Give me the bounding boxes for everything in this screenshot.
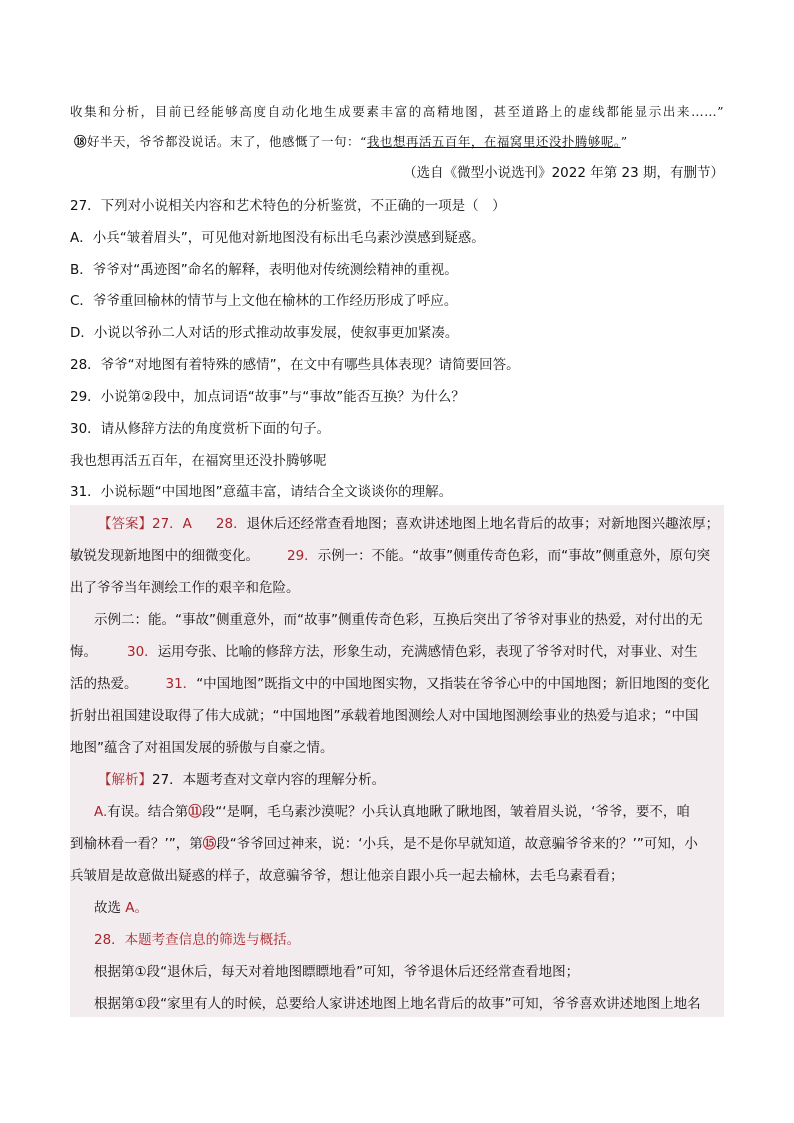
question-28: 28．爷爷“对地图有着特殊的感情”，在文中有哪些具体表现？请简要回答。 xyxy=(70,357,520,373)
option-a: A．小兵“皱着眉头”，可见他对新地图没有标出毛乌素沙漠感到疑惑。 xyxy=(70,230,485,246)
analysis-line-6: 28．本题考查信息的筛选与概括。 xyxy=(94,932,301,948)
answer-29-num: 29． xyxy=(287,548,318,564)
answer-31-num: 31． xyxy=(165,676,197,692)
question-30-sentence: 我也想再活五百年，在福窝里还没扑腾够呢 xyxy=(70,453,327,469)
analysis-line-4: 兵皱眉是故意做出疑惑的样子，故意骗爷爷，想让他亲自跟小兵一起去榆林，去毛乌素看看； xyxy=(70,868,624,884)
question-31: 31．小说标题“中国地图”意蕴丰富，请结合全文谈谈你的理解。 xyxy=(70,484,453,500)
analysis-text: 到榆林看一看？’”，第 xyxy=(70,836,203,852)
story-line: 收集和分析，目前已经能够高度自动化地生成要素丰富的高精地图，甚至道路上的虚线都能显示出来……” xyxy=(70,104,724,119)
answer-30-num: 30． xyxy=(127,644,158,660)
answer-28-text: 退休后还经常查看地图；喜欢讲述地图上地名背后的故事；对新地图兴趣浓厚； xyxy=(246,516,720,532)
answer-text: 悔。 xyxy=(70,644,97,660)
source-citation: （选自《微型小说选刊》2022 年第 23 期，有删节） xyxy=(403,165,724,181)
analysis-tag: 【解析】 xyxy=(98,772,152,788)
analysis-option-label: A. xyxy=(94,804,108,820)
question-29: 29．小说第②段中，加点词语“故事”与“事故”能否互换？为什么？ xyxy=(70,389,465,405)
question-27: 27．下列对小说相关内容和艺术特色的分析鉴赏，不正确的一项是（ ） xyxy=(70,198,506,214)
story-text: 好半天，爷爷都没说话。末了，他感慨了一句：“ xyxy=(87,134,367,149)
analysis-line-3 xyxy=(70,834,724,854)
analysis-line-1 xyxy=(70,770,724,790)
analysis-line-8: 根据第①段“家里有人的时候，总要给人家讲述地图上地名背后的故事”可知，爷爷喜欢讲述地图上地名 xyxy=(94,996,701,1012)
answer-30-text: 运用夸张、比喻的修辞方法，形象生动，充满感情色彩，表现了爷爷对时代，对事业、对生 xyxy=(157,644,698,660)
analysis-line-7: 根据第①段“退休后，每天对着地图瞟瞟地看”可知，爷爷退休后还经常查看地图； xyxy=(94,964,580,980)
analysis-text: 27．本题考查对文章内容的理解分析。 xyxy=(152,772,386,788)
paragraph-number: ⑱ xyxy=(74,134,88,149)
option-d: D．小说以爷孙二人对话的形式推动故事发展，使叙事更加紧凑。 xyxy=(70,325,459,341)
answer-28-num: 28． xyxy=(215,516,247,532)
analysis-text: 段“‘是啊，毛乌素沙漠呢？小兵认真地瞅了瞅地图，皱着眉头说，‘爷爷，要不，咱 xyxy=(201,804,690,820)
question-30: 30．请从修辞方法的角度赏析下面的句子。 xyxy=(70,421,331,437)
answer-29-text: 示例一：不能。“故事”侧重传奇色彩，而“事故”侧重意外，原句突 xyxy=(317,548,711,564)
paragraph-number: ⑮ xyxy=(202,836,217,852)
answer-27: 27．A xyxy=(152,516,192,532)
option-b: B．爷爷对“禹迹图”命名的解释，表明他对传统测绘精神的重视。 xyxy=(70,262,458,278)
answer-line-2 xyxy=(70,546,724,566)
analysis-line-2 xyxy=(70,802,724,822)
analysis-text: 故选 xyxy=(94,900,121,916)
answer-line-8: 地图”蕴含了对祖国发展的骄傲与自豪之情。 xyxy=(70,740,334,756)
answer-text: 敏锐发现新地图中的细微变化。 xyxy=(70,548,259,564)
option-c: C．爷爷重回榆林的情节与上文他在榆林的工作经历形成了呼应。 xyxy=(70,293,458,309)
analysis-line-5 xyxy=(70,898,724,918)
story-text-end: ” xyxy=(620,134,628,149)
answer-line-7: 折射出祖国建设取得了伟大成就；“中国地图”承载着地图测绘人对中国地图测绘事业的热爱与追求；“中国 xyxy=(70,708,699,724)
story-quote-underlined: 我也想再活五百年，在福窝里还没扑腾够呢。 xyxy=(366,134,621,149)
answer-line-1 xyxy=(70,514,724,534)
answer-line-4: 示例二：能。“事故”侧重意外，而“故事”侧重传奇色彩，互换后突出了爷爷对事业的热爱，对付出的无 xyxy=(94,612,703,628)
answer-line-5 xyxy=(70,642,724,662)
answer-text: 活的热爱。 xyxy=(70,676,138,692)
analysis-text: 段“爷爷回过神来，说：‘小兵，是不是你早就知道，故意骗爷爷来的？’”可知，小 xyxy=(216,836,698,852)
answer-line-6 xyxy=(70,674,724,694)
answer-31-text: “中国地图”既指文中的中国地图实物，又指装在爷爷心中的中国地图；新旧地图的变化 xyxy=(196,676,710,692)
analysis-choice: A。 xyxy=(121,900,149,916)
answer-tag: 【答案】 xyxy=(98,516,152,532)
answer-line-3: 出了爷爷当年测绘工作的艰辛和危险。 xyxy=(70,580,300,596)
analysis-text: 有误。结合第 xyxy=(107,804,189,820)
paragraph-number: ⑪ xyxy=(188,804,202,820)
story-line-18 xyxy=(74,132,728,152)
